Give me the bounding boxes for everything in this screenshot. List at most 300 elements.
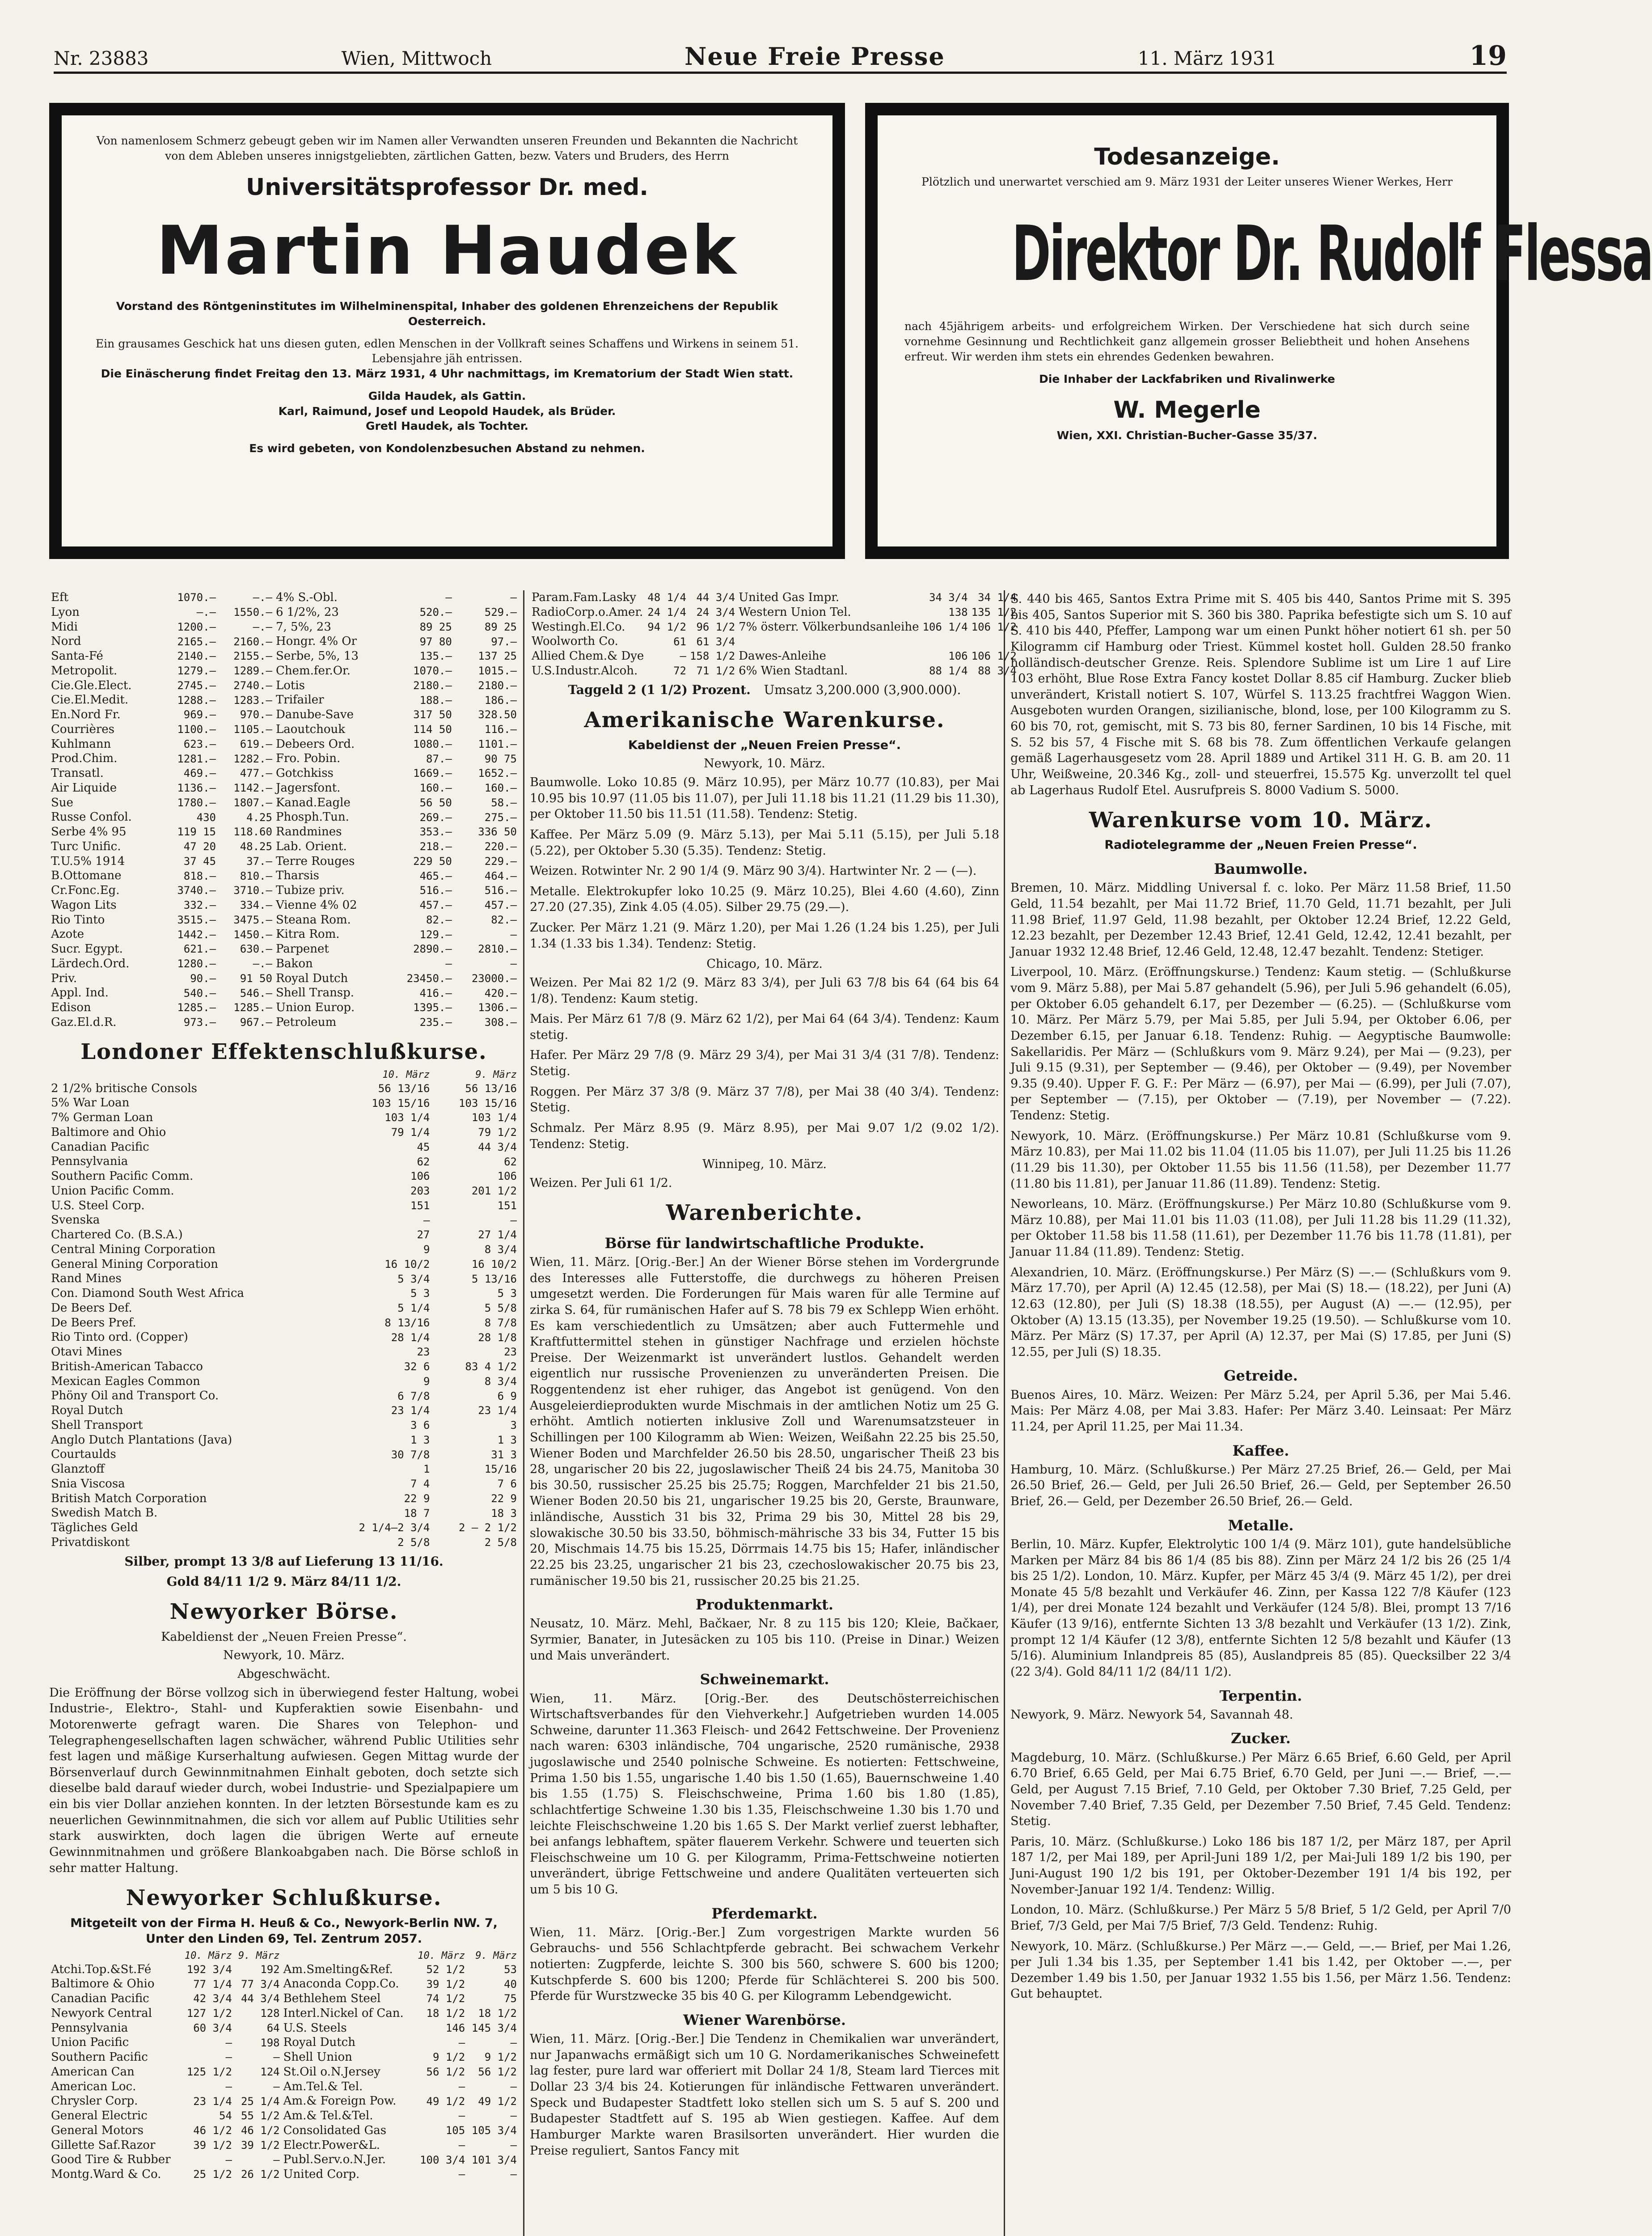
table-row [49,825,519,839]
table-row [49,2167,519,2182]
table-cell: 44 3/4 [241,1992,280,2005]
table-cell: 145 3/4 [471,2021,517,2034]
table-cell: Debeers Ord. [275,737,355,751]
table-cell: 15/16 [484,1463,517,1476]
turnover: Umsatz 3,200.000 (3,900.000). [764,682,961,697]
table-cell: 2890.— [413,943,452,956]
money-line [530,682,999,699]
table-row [49,1198,519,1213]
table-row [49,1110,519,1125]
article-text: Wien, 11. März. [Orig.-Ber.] An der Wiener Börse stehen im Vordergrunde des Interesses alle Futterstoffe, die durchwegs zu höheren Preisen umgesetzt werden. Die Forderungen für Mais waren für alle Termine auf zirka S. 64, für rumänischen Hafer auf S. 78 bis 79 ex Schlepp Wien erhöht. Es kam verschiedentlich zu Umsätzen; aber auch Futtermehle und Kraftfuttermittel stehen in günstiger Nachfrage und erzielen höchste Preise. Der Weizenmarkt ist unverändert lustlos. Gehandelt werden eigentlich nur russische Provenienzen zu unveränderten Preisen. Die Roggentendenz ist eher ruhiger, das Angebot ist genügend. Von den Ausgeleierdieprodukten wurde Mischmais in der amtlichen Notiz um 25 G. erhöht. Amtlich notierten inklusive Zoll und Warenumsatzsteuer in Schillingen per 100 Kilogramm ab Wien: Weizen, Weißahn 22.25 bis 25.50, Wiener Boden und Marchfelder 26.50 bis 28.50, ungarischer Theiß 23 bis 28, ungarischer 20 bis 22, jugoslawischer Theiß 24 bis 24.75, Manitoba 30 bis 30.50, russischer 25.25 bis 25.75; Roggen, Marchfelder 21 bis 21.50, Wiener Boden 20.50 bis 21, ungarischer 19.25 bis 20, Gerste, Braunware, inländische, Ausstich 31 bis 32, Prima 29 bis 30, Mittel 28 bis 29, slowakische 30.50 bis 33.50, böhmisch-mährische 33 bis 34, Futter 15 bis 20, Mischmais 14.75 bis 15.25, Dörrmais 14.75 bis 15; Hafer, inländischer 22.25 bis 23.25, ungarischer 21 bis 23, czechoslowakischer 20.75 bis 23, rumänischer 19.50 bis 21, russischer 20.25 bis 21.25. [530,1255,999,1588]
table-cell: Shell Transp. [275,986,355,1000]
column-2 [530,590,1017,2236]
article-text: Alexandrien, 10. März. (Eröffnungskurse.) Per März (S) —.— (Schlußkurs vom 9. März 17.70), per April (A) 12.45 (12.58), per Mai (S) 18.— (18.22), per Juni (A) 12.63 (12.80), per Juli (S) 18.38 (18.55), per August (A) —.— (12.95), per Oktober (A) 13.15 (13.35), per November 19.25 (19.50). — Schlußkurse vom 10. März. Per März (S) 17.37, per April (A) 12.37, per Mai (S) 17.85, per Juni (S) 12.55, per Juli (S) 18.35. [1010,1265,1511,1359]
table-cell: Chrysler Corp. [51,2094,138,2108]
table-row [49,664,519,678]
table-row [49,898,519,913]
gold-line: Gold 84/11 1/2 9. März 84/11 1/2. [166,1574,401,1589]
table-cell: 83 4 1/2 [465,1360,517,1373]
table-cell: 116.— [484,723,517,736]
table-cell: 516.— [484,884,517,897]
table-cell: United Gas Impr. [739,591,840,604]
table-cell: General Motors [51,2123,144,2137]
table-cell: — [458,2036,465,2049]
table-cell: Dawes-Anleihe [739,649,826,663]
table-cell: 137 25 [478,650,517,663]
cable-credit: Kabeldienst der „Neuen Freien Presse“. [161,1630,407,1644]
table-cell: American Can [51,2065,135,2079]
table-cell: 56 50 [419,796,452,809]
table-cell: 623.— [183,737,216,750]
table-cell: 1015.— [478,665,517,677]
table-cell: 89 25 [484,620,517,633]
article-text: Hamburg, 10. März. (Schlußkurse.) Per März 27.25 Brief, 26.— Geld, per Mai 26.50 Brief, 26.— Geld, per Juli 26.50 Brief, 26.— Geld, per September 26.50 Brief, 26.— Geld, per Dezember 26.50 Brief, 26.— Geld. [1010,1462,1511,1509]
table-cell: Chartered Co. (B.S.A.) [51,1228,183,1242]
table-cell: 1105.— [233,723,272,736]
table-cell: Southern Pacific [51,2050,148,2064]
table-row [49,1096,519,1110]
table-cell: — [225,2153,232,2166]
table-cell: 79 1/4 [391,1126,430,1139]
table-cell: 25 1/2 [193,2168,232,2181]
table-cell: 48.25 [240,840,272,853]
table-cell: 516.— [419,884,452,897]
table-row [49,605,519,620]
table-cell: Montg.Ward & Co. [51,2168,161,2181]
table-cell: 37 45 [183,855,216,868]
table-row [49,766,519,781]
table-cell: 105 [445,2124,465,2137]
silver-line: Silber, prompt 13 3/8 auf Lieferung 13 11/16. [124,1554,444,1569]
article-text: Neworleans, 10. März. (Eröffnungskurse.) Per März 10.80 (Schlußkurse vom 9. März 10.88), per Mai 11.01 bis 11.03 (11.08), per Juli 11.28 bis 11.29 (11.32), per Oktober 11.58 bis 11.58 (11.61), per Dezember 11.76 bis 11.78 (11.81), per Januar 11.84 (11.89). Tendenz: Stetig. [1010,1197,1511,1259]
table-row [49,693,519,707]
article-text: Wien, 11. März. [Orig.-Ber. des Deutschösterreichischen Wirtschaftsverbandes für den Viehverkehr.] Aufgetrieben wurden 14.005 Schweine, darunter 11.363 Fleisch- und 2642 Fettschweine. Der Provenienz nach waren: 6303 inländische, 704 ungarische, 2520 rumänische, 2938 jugoslawische und 2540 polnische Schweine. Es notierten: Fettschweine, Prima 1.50 bis 1.55, ungarische 1.40 bis 1.50 (1.65), Bauernschweine 1.40 bis 1.55 (1.75) S. Fleischschweine, Prima 1.60 bis 1.80 (1.85), schlachtfertige Schweine 1.30 bis 1.35, Fleischschweine 1.30 bis 1.70 und leichte Fleischschweine 1.20 bis 1.65 S. Der Markt verlief zuerst lebhafter, bei anfangs lebhaftem, später flauerem Verkehr. Schwere und teuerten sich Fleischschweine um 10 G. per Kilogramm, Prima-Fettschweine notierten unverändert, übrige Fettschweine und andere Qualitäten verteuerten sich um 5 bis 10 G. [530,1691,999,1897]
article-text: S. 440 bis 465, Santos Extra Prime mit S. 405 bis 440, Santos Prime mit S. 395 bis 405, Santos Superior mit S. 360 bis 380. Paprika befestigte sich um S. 10 auf S. 410 bis 440, Pfeffer, Lampong war um einen Punkt höher notiert 61 sh. per 50 Kilogramm cif Hamburg oder Triest. Kümmel kostet holl. Gulden 28.50 franko holländisch-deutscher Grenze. Reis. Splendore Sublime ist um Lire 1 auf Lire 103 erhöht, Blue Rose Extra Fancy kostet Dollar 8.85 cif Hamburg. Zucker blieb unverändert, Kristall notiert S. 107, Würfel S. 113.25 frachtfrei Waggon Wien. Ausgeboten wurden Orangen, sizilianische, blond, lose, per 100 Kilogramm zu S. 60 bis 70, rot, gemischt, mit S. 73 bis 80, ferner Sardinen, 10 bis 14 Fische, mit S. 52 bis 57, 4 Fische mit S. 68 bis 78. Zum öffentlichen Verkaufe gelangen gemäß Lagerhausgesetz vom 28. April 1889 und Artikel 311 H. G. B. am 20. 11 Uhr, Weißweine, 20.346 Kg., zoll- und steuerfrei, 15.575 Kg. unverzollt tel quel ab Lagerhaus Rudolf Etel. Ausrufpreis S. 8000 Vadium S. 5000. [1010,592,1511,797]
column-3 [1010,590,1511,2236]
article-text: Roggen. Per März 37 3/8 (9. März 37 7/8), per Mai 38 (40 3/4). Tendenz: Stetig. [530,1084,999,1115]
table-cell: 7 6 [497,1478,517,1491]
table-cell: Kanad.Eagle [275,796,351,809]
table-row [49,1330,519,1345]
table-cell: 24 1/4 [647,606,686,618]
table-cell: U.S. Steel Corp. [51,1198,145,1212]
table-cell: Tägliches Geld [51,1521,138,1535]
table-row [49,1213,519,1228]
table-cell: Allied Chem.& Dye [532,649,644,663]
table-cell: 16 10/2 [384,1258,430,1270]
table-cell: — [510,2036,517,2049]
table-cell: Am.& Tel.&Tel. [283,2109,373,2123]
subsection-heading: Kaffee. [1232,1442,1289,1459]
table-cell: Otavi Mines [51,1345,122,1359]
table-cell: Rand Mines [51,1272,122,1286]
table-row [49,634,519,649]
table-row [49,722,519,737]
table-row [49,2035,519,2050]
table-cell: 18 7 [404,1507,430,1520]
table-cell: 56 13/16 [378,1082,430,1095]
table-cell: 18 3 [491,1507,517,1520]
table-cell: Interl.Nickel of Can. [283,2006,404,2020]
column-rule [1004,590,1005,2236]
table-cell: Transatl. [51,767,104,780]
table-row [49,707,519,722]
subsection-heading: Börse für landwirtschaftliche Produkte. [604,1234,925,1252]
cable-credit: Kabeldienst der „Neuen Freien Presse“. [628,738,901,752]
cable-credit: Radiotelegramme der „Neuen Freien Presse“. [1104,838,1417,852]
table-cell: 201 1/2 [471,1185,517,1198]
table-cell: 114 50 [413,723,452,736]
table-cell: Parpenet [275,942,329,956]
table-cell: 229 50 [413,855,452,868]
article-text: Schmalz. Per März 8.95 (9. März 8.95), per Mai 9.07 1/2 (9.02 1/2). Tendenz: Stetig. [530,1121,999,1151]
table-cell: 186.— [484,694,517,707]
table-cell: 5% War Loan [51,1096,130,1110]
table-row [49,986,519,1000]
table-cell: 1442.— [177,928,216,941]
article-text: Weizen. Per Mai 82 1/2 (9. März 83 3/4), per Juli 63 7/8 bis 64 (64 bis 64 1/8). Tendenz: Kaum stetig. [530,975,999,1006]
table-row [49,1359,519,1374]
table-cell: 2180.— [478,679,517,692]
table-row [49,1154,519,1169]
table-row [49,971,519,986]
table-cell: Terre Rouges [275,854,355,868]
table-header: 10. März [382,1069,430,1080]
commodity-paragraphs [1010,880,1511,1360]
table-cell: 22 9 [404,1492,430,1505]
article-text: Newyork, 10. März. (Schlußkurse.) Per März —.— Geld, —.— Brief, per Mai 1.26, per Juli 1.34 bis 1.35, per September 1.41 bis 1.42, per Oktober —.—, per Dezember 1.49 bis 1.50, per Januar 1932 1.55 bis 1.56, per März 1.56. Tendenz: Gut behauptet. [1010,1939,1511,2001]
table-cell: 23 1/4 [391,1404,430,1417]
table-cell: 135.— [419,650,452,663]
table-cell: 1652.— [478,767,517,780]
table-cell: 469.— [183,767,216,780]
table-cell: 127 1/2 [186,2007,232,2020]
article-text: Weizen. Rotwinter Nr. 2 90 1/4 (9. März 90 3/4). Hartwinter Nr. 2 — (—). [530,864,977,878]
table-header: 10. März [184,1950,232,1961]
table-cell: 71 1/2 [696,665,735,677]
table-row [49,1991,519,2006]
table-row [49,649,519,664]
table-cell: 118.60 [233,826,272,838]
table-cell: Rio Tinto [51,913,105,927]
table-cell: 23 1/4 [193,2095,232,2108]
table-row [49,1977,519,1991]
table-row [49,868,519,883]
table-cell: 72 [673,665,686,677]
table-cell: 44 3/4 [478,1140,517,1153]
obituary-firm: W. Megerle [1113,397,1261,424]
table-row [530,664,1018,678]
table-row [49,781,519,796]
page-number: 19 [1469,40,1507,72]
table-cell: 529.— [484,606,517,618]
table-cell: Royal Dutch [51,1404,123,1418]
table-cell: 49 1/2 [478,2095,517,2108]
table-cell: 818.— [183,869,216,882]
table-cell: 28 1/8 [478,1331,517,1344]
table-cell: 220.— [484,840,517,853]
table-cell: 5 1/4 [397,1302,430,1315]
table-cell: Lab. Orient. [275,839,347,853]
table-cell: British-American Tabacco [51,1359,203,1373]
table-row [49,796,519,810]
subsection-heading: Metalle. [1228,1516,1294,1534]
subsection-heading: Wiener Warenbörse. [683,2011,846,2028]
table-cell: United Corp. [283,2168,360,2181]
article-text: Magdeburg, 10. März. (Schlußkurse.) Per März 6.65 Brief, 6.60 Geld, per April 6.70 Brief, 6.65 Geld, per Mai 6.75 Brief, 6.70 Geld, per Juni —.— Brief, —.— Geld, per August 7.15 Brief, 7.10 Geld, per Oktober 7.30 Brief, 7.25 Geld, per November 7.40 Brief, 7.35 Geld, per Dezember 7.50 Brief, 7.45 Geld. Tendenz: Stetig. [1010,1750,1511,1829]
table-row [49,2138,519,2153]
table-cell: Publ.Serv.o.N.Jer. [283,2153,386,2167]
table-cell: Tubize priv. [275,884,345,897]
table-cell: — [458,2168,465,2181]
table-cell: 1280.— [177,957,216,970]
table-cell: 540.— [183,987,216,999]
table-cell: 269.— [419,811,452,824]
table-cell: 55 1/2 [241,2109,280,2122]
table-cell: Gillette Saf.Razor [51,2138,156,2152]
table-row [49,1491,519,1506]
table-cell: 8 7/8 [484,1316,517,1329]
table-cell: Jagersfont. [275,781,341,795]
obituary-family-1: Gilda Haudek, als Gattin. [368,389,526,402]
table-cell: 158 1/2 [690,650,735,663]
article-text: Paris, 10. März. (Schlußkurse.) Loko 186 bis 187 1/2, per März 187, per April 187 1/2, per Mai 189, per April-Juni 189 1/2, per Mai-Juli 189 1/2 bis 190, per Juni-August 190 1/2 bis 191, per Oktober-Dezember 191 1/4 bis 192, per November-Januar 192 1/4. Tendenz: Willig. [1010,1834,1511,1897]
table-cell: 2 5/8 [484,1536,517,1549]
table-cell: 105 3/4 [471,2124,517,2137]
table-cell: Union Pacific Comm. [51,1184,174,1198]
obituary-heading: Todesanzeige. [1094,144,1280,170]
table-cell: 48 1/4 [647,591,686,604]
table-cell: Trifailer [275,693,324,707]
table-header: 10. März [418,1950,465,1961]
table-cell: 457.— [484,899,517,911]
table-row [49,1125,519,1140]
table-cell: 3515.— [177,913,216,926]
table-row [49,1962,519,1977]
table-cell: 1282.— [233,752,272,765]
table-cell: 160.— [419,782,452,794]
table-cell: 969.— [183,708,216,721]
table-cell: 4% S.-Obl. [275,591,338,604]
table-cell: 88 1/4 [929,665,968,677]
table-cell: 3710.— [233,884,272,897]
table-row [49,1257,519,1272]
table-cell: 1669.— [413,767,452,780]
table-cell: 9 [423,1243,430,1256]
table-cell: 1289.— [233,665,272,677]
table-cell: 34 1/4 [978,591,1017,604]
obituary-owners: Die Inhaber der Lackfabriken und Rivalinwerke [1039,372,1335,385]
table-cell: 5 3 [410,1287,430,1300]
table-row [49,2109,519,2123]
table-cell: — [510,591,517,604]
table-cell: 967.— [240,1016,272,1029]
table-cell: 9 [423,1375,430,1388]
article-text: Zucker. Per März 1.21 (9. März 1.20), per Mai 1.26 (1.24 bis 1.25), per Juli 1.34 (1.33 bis 1.34). Tendenz: Stetig. [530,921,999,951]
table-cell: Cie.Gle.Elect. [51,678,132,692]
table-cell: General Electric [51,2109,148,2123]
table-header: 9. März [475,1069,517,1080]
table-row [49,1535,519,1550]
table-cell: Hongr. 4% Or [275,635,357,648]
table-cell: Swedish Match B. [51,1506,158,1520]
table-cell: Am.& Foreign Pow. [283,2094,397,2108]
table-cell: Courtaulds [51,1448,116,1461]
table-cell: 5 5/8 [484,1302,517,1315]
table-cell: Am.Smelting&Ref. [283,1962,393,1976]
table-cell: 146 [445,2021,465,2034]
table-cell: 61 3/4 [696,635,735,648]
table-cell: 420.— [484,987,517,999]
table-cell: 129.— [419,928,452,941]
table-cell: 79 1/2 [478,1126,517,1139]
subsection-heading: Produktenmarkt. [695,1596,834,1613]
table-cell: — [423,1214,430,1227]
table-cell: Pennsylvania [51,1155,128,1169]
table-cell: 151 [497,1199,517,1212]
table-row [49,737,519,752]
table-cell: Baltimore & Ohio [51,1977,155,1991]
table-cell: 16 10/2 [471,1258,517,1270]
article-text: Liverpool, 10. März. (Eröffnungskurse.) Tendenz: Kaum stetig. — (Schlußkurse vom 9. März 5.88), per Mai 5.87 gehandelt (5.96), per Juli 5.96 gehandelt (6.05), per Oktober 6.05 gehandelt 6.17, per Dezember — (6.25). — (Schlußkurse vom 10. März. Per März 5.79, per Mai 5.85, per Juli 5.94, per Oktober 6.06, per Dezember 6.15, per Januar 6.18. Tendenz: Ruhig. — Aegyptische Baumwolle: Sakellaridis. Per März — (Schlußkurs vom 9. März 9.24), per Mai — (9.23), per Juli 9.15 (9.31), per September — (9.46), per Oktober — (9.49), per November 9.35 (9.40). Upper F. G. F.: Per März — (6.97), per Mai — (6.99), per Juli (7.07), per September — (7.15), per Oktober — (7.19), per November — (7.22). Tendenz: Stetig. [1010,965,1511,1123]
table-cell: 973.— [183,1016,216,1029]
commodity-paragraphs [530,775,999,952]
issue-number: Nr. 23883 [54,47,149,69]
table-cell: 94 1/2 [647,620,686,633]
article-text: Neusatz, 10. März. Mehl, Bačkaer, Nr. 8 zu 115 bis 120; Kleie, Bačkaer, Syrmier, Banater, in Jutesäcken zu 105 bis 110. (Preise in Dinar.) Weizen und Mais unverändert. [530,1617,999,1663]
table-cell: 1285.— [177,1001,216,1014]
table-row [49,2094,519,2109]
article-text: Metalle. Elektrokupfer loko 10.25 (9. März 10.25), Blei 4.60 (4.60), Zinn 27.20 (27.35), Zink 4.05 (4.05). Silber 29.75 (29.—). [530,884,999,915]
table-cell: — [273,2153,280,2166]
table-cell: 621.— [183,943,216,956]
table-cell: 218.— [419,840,452,853]
table-cell: RadioCorp.o.Amer. [532,605,643,619]
obituary-family-3: Gretl Haudek, als Tochter. [365,419,528,433]
table-row [49,1403,519,1418]
table-cell: 106 1/2 [971,620,1017,633]
table-cell: 103 1/4 [471,1111,517,1124]
table-cell: 56 13/16 [465,1082,517,1095]
table-cell: 430 [196,811,216,824]
obituary-flessa [865,103,1652,559]
article-text: Die Eröffnung der Börse vollzog sich in überwiegend fester Haltung, wobei Industrie-, Elektro-, Stahl- und Kupferaktien sowie Eisenbahn- und Motorenwerte gefragt waren. Die Shares von Telephon- und Telegraphengesellschaften lagen schwächer, während Public Utilities sehr fest lagen und mäßige Kurserhaltung aufwiesen. Gegen Mittag wurde der Börsenverlauf durch Gewinnmitnahmen Einhalt geboten, doch setzte sich dieselbe bald darauf wieder durch, wobei Industrie- und Spezialpapiere um ein bis vier Dollar anziehen konnten. In der letzten Börsestunde kam es zu neuerlichen Gewinnmitnahmen, die sich vor allem auf Public Utilities sehr stark auswirkten, doch lagen die übrigen Werte auf erneute Gewinnmitnahmen und größere Blankoabgaben nach. Die Börse schloß in sehr matter Haltung. [49,1685,519,1875]
table-cell: 77 1/4 [193,1978,232,1990]
table-row [49,1433,519,1448]
table-cell: Serbe 4% 95 [51,825,127,838]
article-text: Buenos Aires, 10. März. Weizen: Per März 5.24, per April 5.36, per Mai 5.46. Mais: Per März 4.08, per Mai 3.83. Hafer: Per März 3.40. Leinsaat: Per März 11.24, per April 11.25, per Mai 11.34. [1010,1388,1511,1434]
table-cell: Glanztoff [51,1462,105,1476]
table-cell: 2 1/2% britische Consols [51,1081,198,1095]
table-cell: 32 6 [404,1360,430,1373]
table-cell: 275.— [484,811,517,824]
table-cell: Serbe, 5%, 13 [275,649,359,663]
table-cell: 203 [410,1185,430,1198]
subsection-heading: Getreide. [1224,1367,1298,1385]
table-cell: 37.— [246,855,272,868]
table-cell: 7% German Loan [51,1111,153,1125]
table-cell: 1070.— [177,591,216,604]
section-heading: Warenberichte. [666,1200,863,1226]
table-cell: 2160.— [233,635,272,648]
table-cell: 9 1/2 [432,2051,465,2064]
table-cell: Air Liquide [51,781,117,795]
table-cell: 465.— [419,869,452,882]
table-cell: 60 3/4 [193,2021,232,2034]
table-cell: U.S.Industr.Alcoh. [532,664,638,678]
table-cell: Consolidated Gas [283,2123,387,2137]
table-cell: Midi [51,620,78,634]
table-header: 9. März [475,1950,517,1961]
table-cell: 39 1/2 [426,1978,465,1990]
london-table [49,1069,519,1550]
table-cell: 3475.— [233,913,272,926]
article-text: Wien, 11. März. [Orig.-Ber.] Die Tendenz in Chemikalien war unverändert, nur Japanwachs ermäßigt sich um 10 G. Nordamerikanisches Schweinefett lag fester, pure lard war offeriert mit Dollar 24 1/8, Steam lard Tierces mit Dollar 23 3/4 bis 24. Kotierungen für inländische Fettwaren unverändert. Speck und Budapester Stadtfett loko stellen sich um S. 5 auf S. 200 und Budapester Stadtfett auf S. 195 ab Wien gestiegen. Kaffee. Auf dem Hamburger Markte waren Brasilsorten unverändert. Hier wurden die Preise reguliert, Santos Fancy mit [530,2032,999,2158]
table-cell: 7 4 [410,1478,430,1491]
table-cell: 619.— [240,737,272,750]
table-cell: Santa-Fé [51,649,103,663]
table-cell: Rio Tinto ord. (Copper) [51,1330,188,1344]
table-cell: American Loc. [51,2079,136,2093]
table-cell: Newyork Central [51,2006,152,2020]
issue-date: 11. März 1931 [1137,47,1277,69]
table-cell: 3 6 [410,1419,430,1432]
table-row [49,854,519,869]
table-cell: Woolworth Co. [532,635,618,648]
source-credit: Mitgeteilt von der Firma H. Heuß & Co., Newyork-Berlin NW. 7, Unter den Linden 69, Tel. Zentrum 2057. [70,1916,498,1946]
table-cell: 54 [219,2109,232,2122]
article-text: London, 10. März. (Schlußkurse.) Per März 5 5/8 Brief, 5 1/2 Geld, per April 7/0 Brief, 7/3 Geld, per Mai 7/5 Brief, 7/3 Geld. Tendenz: Ruhig. [1010,1903,1511,1933]
table-row [49,1301,519,1316]
obituary-name: Direktor Dr. Rudolf Flessa [1012,209,1652,298]
paris-stock-table [49,590,519,1030]
table-cell: Azote [51,927,84,941]
table-row [49,1271,519,1286]
commodity-paragraphs [1010,1750,1511,2002]
place-day: Wien, Mittwoch [341,47,492,69]
table-cell: 5 13/16 [471,1272,517,1285]
article-text: Newyork, 10. März. (Eröffnungskurse.) Per März 10.81 (Schlußkurse vom 9. März 10.83), per Mai 11.02 bis 11.04 (11.05 bis 11.07), per Juli 11.25 bis 11.26 (11.29 bis 11.30), per Oktober 11.55 bis 11.56 (11.58), per Dezember 11.77 (11.80 bis 11.81), per Januar 11.86 (11.89). Tendenz: Stetig. [1010,1129,1511,1191]
table-cell: Lärdech.Ord. [51,957,130,970]
table-cell: 45 [417,1140,430,1153]
table-cell: British Match Corporation [51,1491,207,1505]
obituary-body: Ein grausames Geschick hat uns diesen guten, edlen Menschen in der Vollkraft seines Schaffens und Wirkens in seinem 51. Lebensjahre jäh entrissen. [95,337,799,365]
table-cell: 457.— [419,899,452,911]
table-cell: 1080.— [413,737,452,750]
table-row [49,590,519,605]
table-cell: Cie.El.Medit. [51,693,129,707]
table-cell: 106 [497,1170,517,1183]
table-cell: 1 3 [410,1433,430,1446]
table-row [49,2079,519,2094]
table-cell: Pennsylvania [51,2021,128,2035]
table-cell: T.U.5% 1914 [51,854,125,868]
table-cell: Shell Union [283,2050,352,2064]
table-row [49,1316,519,1330]
table-cell: 546.— [240,987,272,999]
table-cell: 1450.— [233,928,272,941]
table-cell: 106 1/4 [922,620,968,633]
table-cell: De Beers Def. [51,1301,132,1315]
article-text: Weizen. Per Juli 61 1/2. [530,1176,672,1190]
table-cell: 317 50 [413,708,452,721]
table-cell: 90 75 [484,752,517,765]
table-cell: 18 1/2 [426,2007,465,2020]
table-cell: En.Nord Fr. [51,708,121,721]
table-cell: Lotis [275,678,305,692]
table-cell: 88 3/4 [978,665,1017,677]
table-row [49,2050,519,2065]
